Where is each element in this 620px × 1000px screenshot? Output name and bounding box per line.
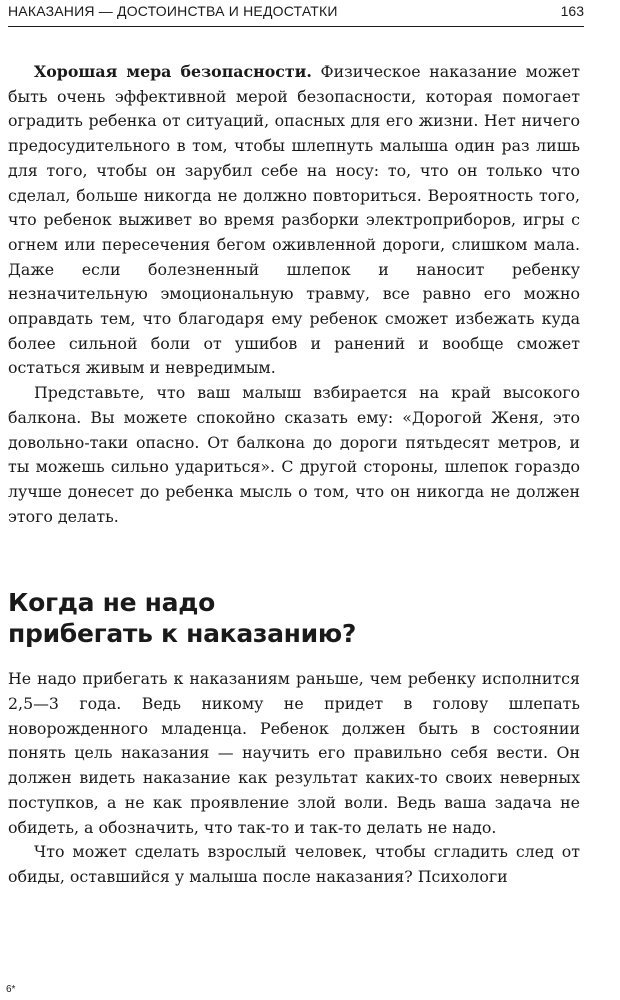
paragraph (8, 60, 580, 381)
paragraph-text: Физическое наказание может быть очень эффективной мерой безопасности, которая помогает оградить ребенка от ситуаций, опасных для его жизни. Нет ничего предосудительного в том, чтобы шлепнуть малыша один раз лишь для того, чтобы он зарубил себе на носу: то, что он только что сделал, больше никогда не должно повториться. Вероятность того, что ребенок выживет во время разборки электроприборов, игры с огнем или пересечения бегом оживленной дороги, слишком мала. Даже если болезненный шлепок и наносит ребенку незначительную эмоциональную травму, все равно его можно оправдать тем, что благодаря ему ребенок сможет избежать куда более сильной боли от ушибов и ранений и вообще сможет остаться живым и невредимым. (8, 62, 580, 378)
running-header-title: НАКАЗАНИЯ — ДОСТОИНСТВА И НЕДОСТАТКИ (8, 3, 338, 19)
body-text (8, 60, 580, 890)
paragraph: Что может сделать взрослый человек, чтобы сгладить след от обиды, оставшийся у малыша после наказания? Психологи (8, 842, 580, 886)
section-heading (8, 587, 580, 649)
paragraph-lead: Хорошая мера безопасности. (34, 62, 312, 81)
printer-signature: 6* (6, 984, 16, 995)
section-heading-line: прибегать к наказанию? (8, 619, 357, 649)
section-heading-line: Когда не надо (8, 588, 215, 618)
paragraph: Представьте, что ваш малыш взбирается на край высокого балкона. Вы можете спокойно сказать ему: «Дорогой Женя, это довольно-таки опасно. От балкона до дороги пятьдесят метров, и ты можешь сильно удариться». С другой стороны, шлепок гораздо лучше донесет до ребенка мысль о том, что он никогда не должен этого делать. (8, 383, 580, 526)
paragraph: Не надо прибегать к наказаниям раньше, чем ребенку исполнится 2,5—3 года. Ведь никому не придет в голову шлепать новорожденного младенца. Ребенок должен быть в состоянии понять цель наказания — научить его правильно себя вести. Он должен видеть наказание как результат каких-то своих неверных поступков, а не как проявление злой воли. Ведь ваша задача не обидеть, а обозначить, что так-то и так-то делать не надо. (8, 669, 580, 837)
section-text (8, 667, 580, 889)
running-header (8, 0, 584, 27)
page-number: 163 (560, 3, 584, 19)
